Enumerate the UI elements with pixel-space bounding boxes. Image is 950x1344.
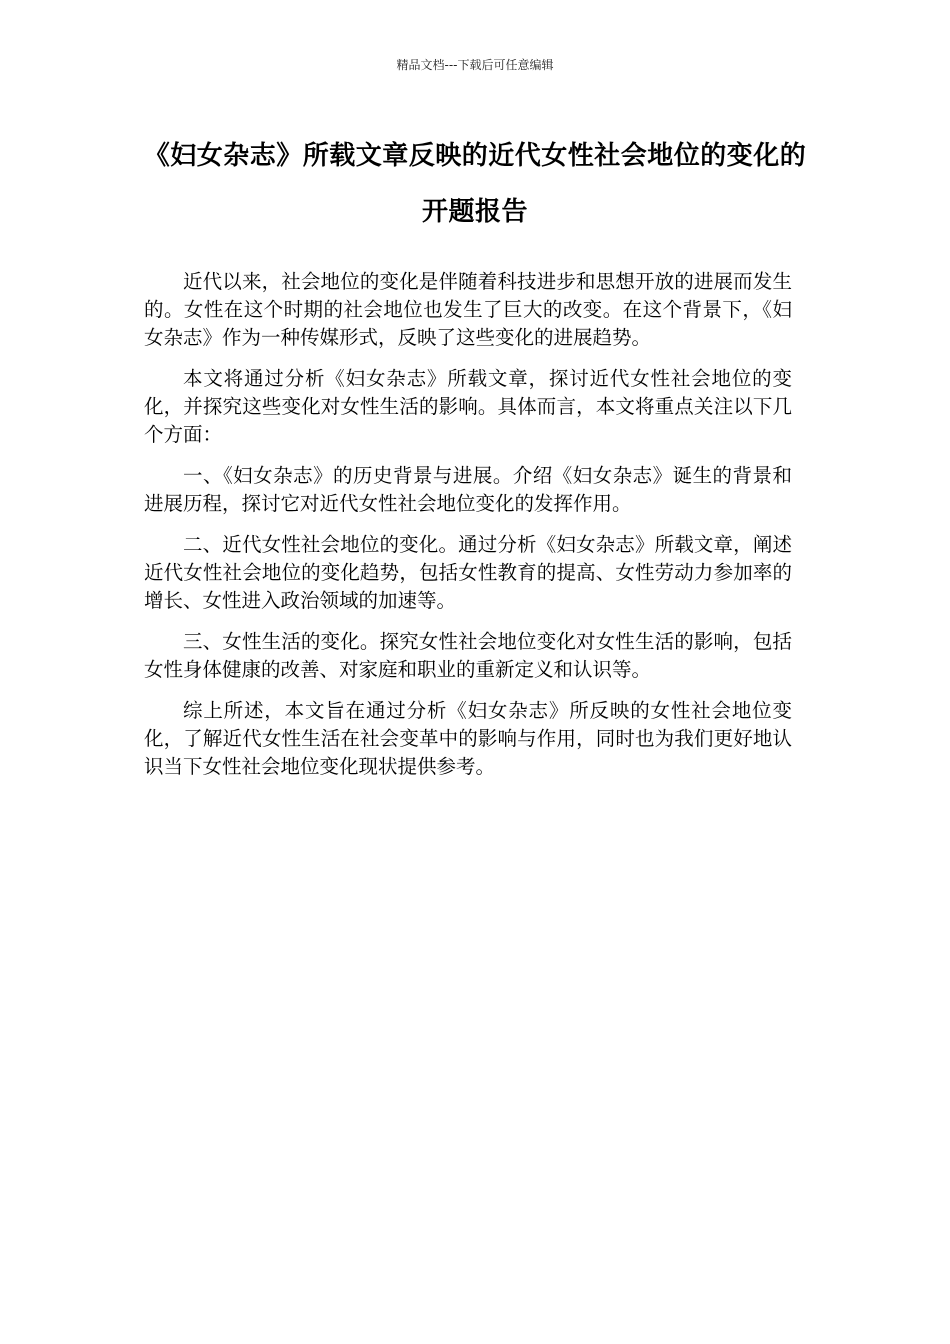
paragraph-point-one: 一、《妇女杂志》的历史背景与进展。介绍《妇女杂志》诞生的背景和进展历程，探讨它对近代女性社会地位变化的发挥作用。 bbox=[144, 464, 792, 515]
page-header: 精品文档---下载后可任意编辑 bbox=[396, 58, 554, 72]
paragraph-purpose: 本文将通过分析《妇女杂志》所载文章，探讨近代女性社会地位的变化，并探究这些变化对女性生活的影响。具体而言，本文将重点关注以下几个方面： bbox=[144, 367, 792, 446]
document-title: 《妇女杂志》所载文章反映的近代女性社会地位的变化的开题报告 bbox=[143, 141, 807, 227]
document-body bbox=[144, 268, 792, 794]
paragraph-point-three: 三、女性生活的变化。探究女性社会地位变化对女性生活的影响，包括女性身体健康的改善、对家庭和职业的重新定义和认识等。 bbox=[144, 630, 792, 681]
paragraph-conclusion: 综上所述，本文旨在通过分析《妇女杂志》所反映的女性社会地位变化，了解近代女性生活在社会变革中的影响与作用，同时也为我们更好地认识当下女性社会地位变化现状提供参考。 bbox=[144, 699, 792, 778]
paragraph-point-two: 二、近代女性社会地位的变化。通过分析《妇女杂志》所载文章，阐述近代女性社会地位的变化趋势，包括女性教育的提高、女性劳动力参加率的增长、女性进入政治领域的加速等。 bbox=[144, 533, 792, 612]
paragraph-intro: 近代以来，社会地位的变化是伴随着科技进步和思想开放的进展而发生的。女性在这个时期的社会地位也发生了巨大的改变。在这个背景下，《妇女杂志》作为一种传媒形式，反映了这些变化的进展趋势。 bbox=[144, 270, 792, 349]
